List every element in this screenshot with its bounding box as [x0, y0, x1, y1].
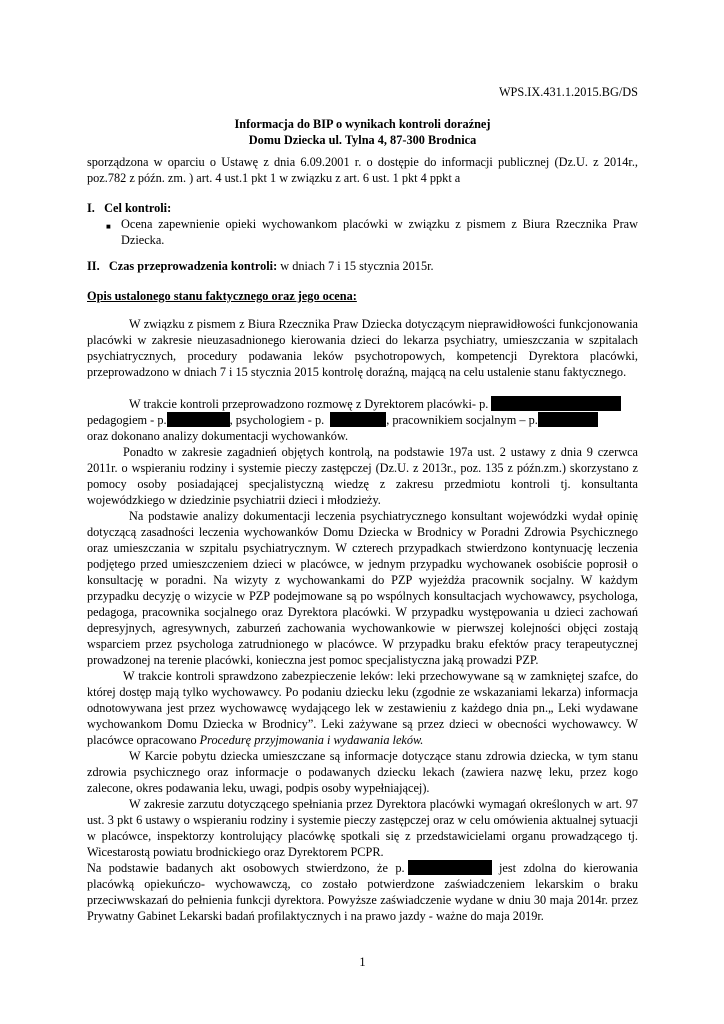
paragraph-8-text-b: jest zdolna do kierowania placówką opiekuńczo- wychowawczą, co zostało potwierdzone zaświadczeniem lekarskim o braku przeciwwskazań do pełnienia funkcji dyrektora. Powyższe zaświadczenie wydane w dniu 30 maja 2014r. przez Prywatny Gabinet Lekarski badań profilaktycznych i na prawo jazdy - ważne do maja 2019r. [87, 861, 639, 923]
paragraph-2-text-b: pedagogiem - p. [87, 413, 167, 427]
square-bullet-icon: ■ [106, 222, 111, 231]
title-line-1: Informacja do BIP o wynikach kontroli doraźnej [234, 117, 491, 131]
paragraph-7: W zakresie zarzutu dotyczącego spełniania przez Dyrektora placówki wymagań określonych w art. 97 ust. 3 pkt 6 ustawy o wspieraniu rodziny i systemie pieczy zastępczej oraz w celu omówienia aktualnej sytuacji w placówce, inspektorzy kontrolujący placówkę spotkali się z przedstawicielami organu prowadzącego tj. Wicestarostą powiatu brodnickiego oraz Dyrektorem PCPR. [87, 797, 638, 859]
paragraph-2-line-3: oraz dokonano analizy dokumentacji wychowanków. [87, 429, 349, 443]
paragraph-4: Na podstawie analizy dokumentacji leczenia psychiatrycznego konsultant wojewódzki wydał opinię dotyczącą zasadności leczenia wychowanków Domu Dziecka w Brodnicy w Poradni Zdrowia Psychicznego oraz umieszczania w szpitalu psychiatrycznym. W czterech przypadkach stwierdzono kontynuację leczenia podjętego przed umieszczeniem dzieci w placówce, w jednym przypadku wychowanek osobiście poprosił o konsultację w poradni. Na wizyty z wychowankami do PZP wyjeżdża pracownik socjalny. W każdym przypadku decyzję o wizycie w PZP podejmowane są po wspólnych konsultacjach wychowawcy, psychologa, pedagoga, pracownika socjalnego oraz Dyrektora placówki. W przypadku występowania u dzieci zachowań depresyjnych, agresywnych, zaburzeń zachowania wychowankowie w pierwszej kolejności objęci zostają wsparciem przez psychologa zatrudnionego w placówce. W przypadku braku efektów pracy terapeutycznej prowadzonej na terenie placówki, konieczna jest pomoc specjalistyczna jaką prowadzi PZP. [87, 509, 638, 667]
paragraph-5 [87, 668, 638, 748]
redaction-bar [167, 412, 230, 427]
procedure-title: Procedurę przyjmowania i wydawania leków. [199, 733, 424, 747]
section-2-number: II. [87, 259, 100, 273]
paragraph-2-text-a: W trakcie kontroli przeprowadzono rozmowę z Dyrektorem placówki- p. [129, 397, 489, 411]
paragraph-2 [87, 396, 638, 444]
paragraph-3: Ponadto w zakresie zagadnień objętych kontrolą, na podstawie 197a ust. 2 ustawy z dnia 9 czerwca 2011r. o wspieraniu rodziny i systemie pieczy zastępczej (Dz.U. z 2013r., poz. 135 z późn.zm.) skorzystano z pomocy osoby posiadającej specjalistyczną wiedzę z zakresu przedmiotu kontroli tj. konsultanta wojewódzkiego w dziedzinie psychiatrii dzieci i młodzieży. [87, 445, 638, 507]
findings-heading [87, 288, 638, 304]
paragraph-1: W związku z pismem z Biura Rzecznika Praw Dziecka dotyczącym nieprawidłowości funkcjonowania placówki w zakresie nieuzasadnionego kierowania dzieci do lekarza psychiatry, umieszczania w szpitalach psychiatrycznych, procedury podawania leków psychotropowych, kompetencji Dyrektora placówki, przeprowadzono w dniach 7 i 15 stycznia 2015 kontrolę doraźną, mającą na celu ustalenie stanu faktycznego. [87, 317, 638, 379]
section-1-number: I. [87, 201, 95, 215]
redaction-bar [491, 396, 621, 411]
redaction-bar [408, 860, 492, 875]
page-number: 1 [359, 955, 366, 969]
section-1-bullet-text: Ocena zapewnienie opieki wychowankom placówki w związku z pismem z Biura Rzecznika Praw Dziecka. [121, 217, 638, 247]
title-line-2: Domu Dziecka ul. Tylna 4, 87-300 Brodnica [248, 133, 477, 147]
paragraph-8 [87, 860, 638, 924]
document-title [87, 116, 638, 148]
section-1 [87, 200, 638, 248]
section-2 [87, 258, 638, 274]
paragraph-2-line-1 [87, 396, 638, 412]
section-1-bullet [87, 216, 638, 248]
section-1-title: Cel kontroli: [104, 201, 172, 215]
paragraph-2-text-d: , pracownikiem socjalnym – p. [386, 413, 538, 427]
paragraph-8-text-a: Na podstawie badanych akt osobowych stwierdzono, że p. [87, 861, 405, 875]
paragraph-5-text: W trakcie kontroli sprawdzono zabezpieczenie leków: leki przechowywane są w zamkniętej szafce, do której dostęp mają tylko wychowawcy. Po podaniu dziecku leku (zgodnie ze wskazaniami lekarza) informacja odnotowywana jest przez wychowawcę wydającego lek w zestawieniu z każdego dnia pn.„ Leki wydawane wychowankom Domu Dziecka w Brodnicy”. Leki zażywane są przez dzieci w obecności wychowawcy. W placówce opracowano [87, 669, 638, 747]
paragraph-2-text-c: , psychologiem - p. [229, 413, 325, 427]
section-2-text: w dniach 7 i 15 stycznia 2015r. [277, 259, 434, 273]
redaction-bar [330, 412, 386, 427]
paragraph-6: W Karcie pobytu dziecka umieszczane są informacje dotyczące stanu zdrowia dziecka, w tym stanu zdrowia psychicznego oraz informacje o podawanych dziecku lekach (zawiera nazwę leku, przez kogo zalecone, okres podawania leku, uwagi, podpis osoby wypełniającej). [87, 749, 638, 795]
reference-number: WPS.IX.431.1.2015.BG/DS [498, 85, 638, 99]
section-1-heading [87, 200, 638, 216]
section-2-title: Czas przeprowadzenia kontroli: [108, 259, 278, 273]
intro-paragraph: sporządzona w oparciu o Ustawę z dnia 6.09.2001 r. o dostępie do informacji publicznej (Dz.U. z 2014r., poz.782 z późn. zm. ) art. 4 ust.1 pkt 1 w związku z art. 6 ust. 1 pkt 4 ppkt a [87, 155, 638, 185]
findings-heading-text: Opis ustalonego stanu faktycznego oraz jego ocena: [87, 289, 357, 303]
paragraph-2-line-2 [87, 412, 638, 428]
redaction-bar [538, 412, 598, 427]
